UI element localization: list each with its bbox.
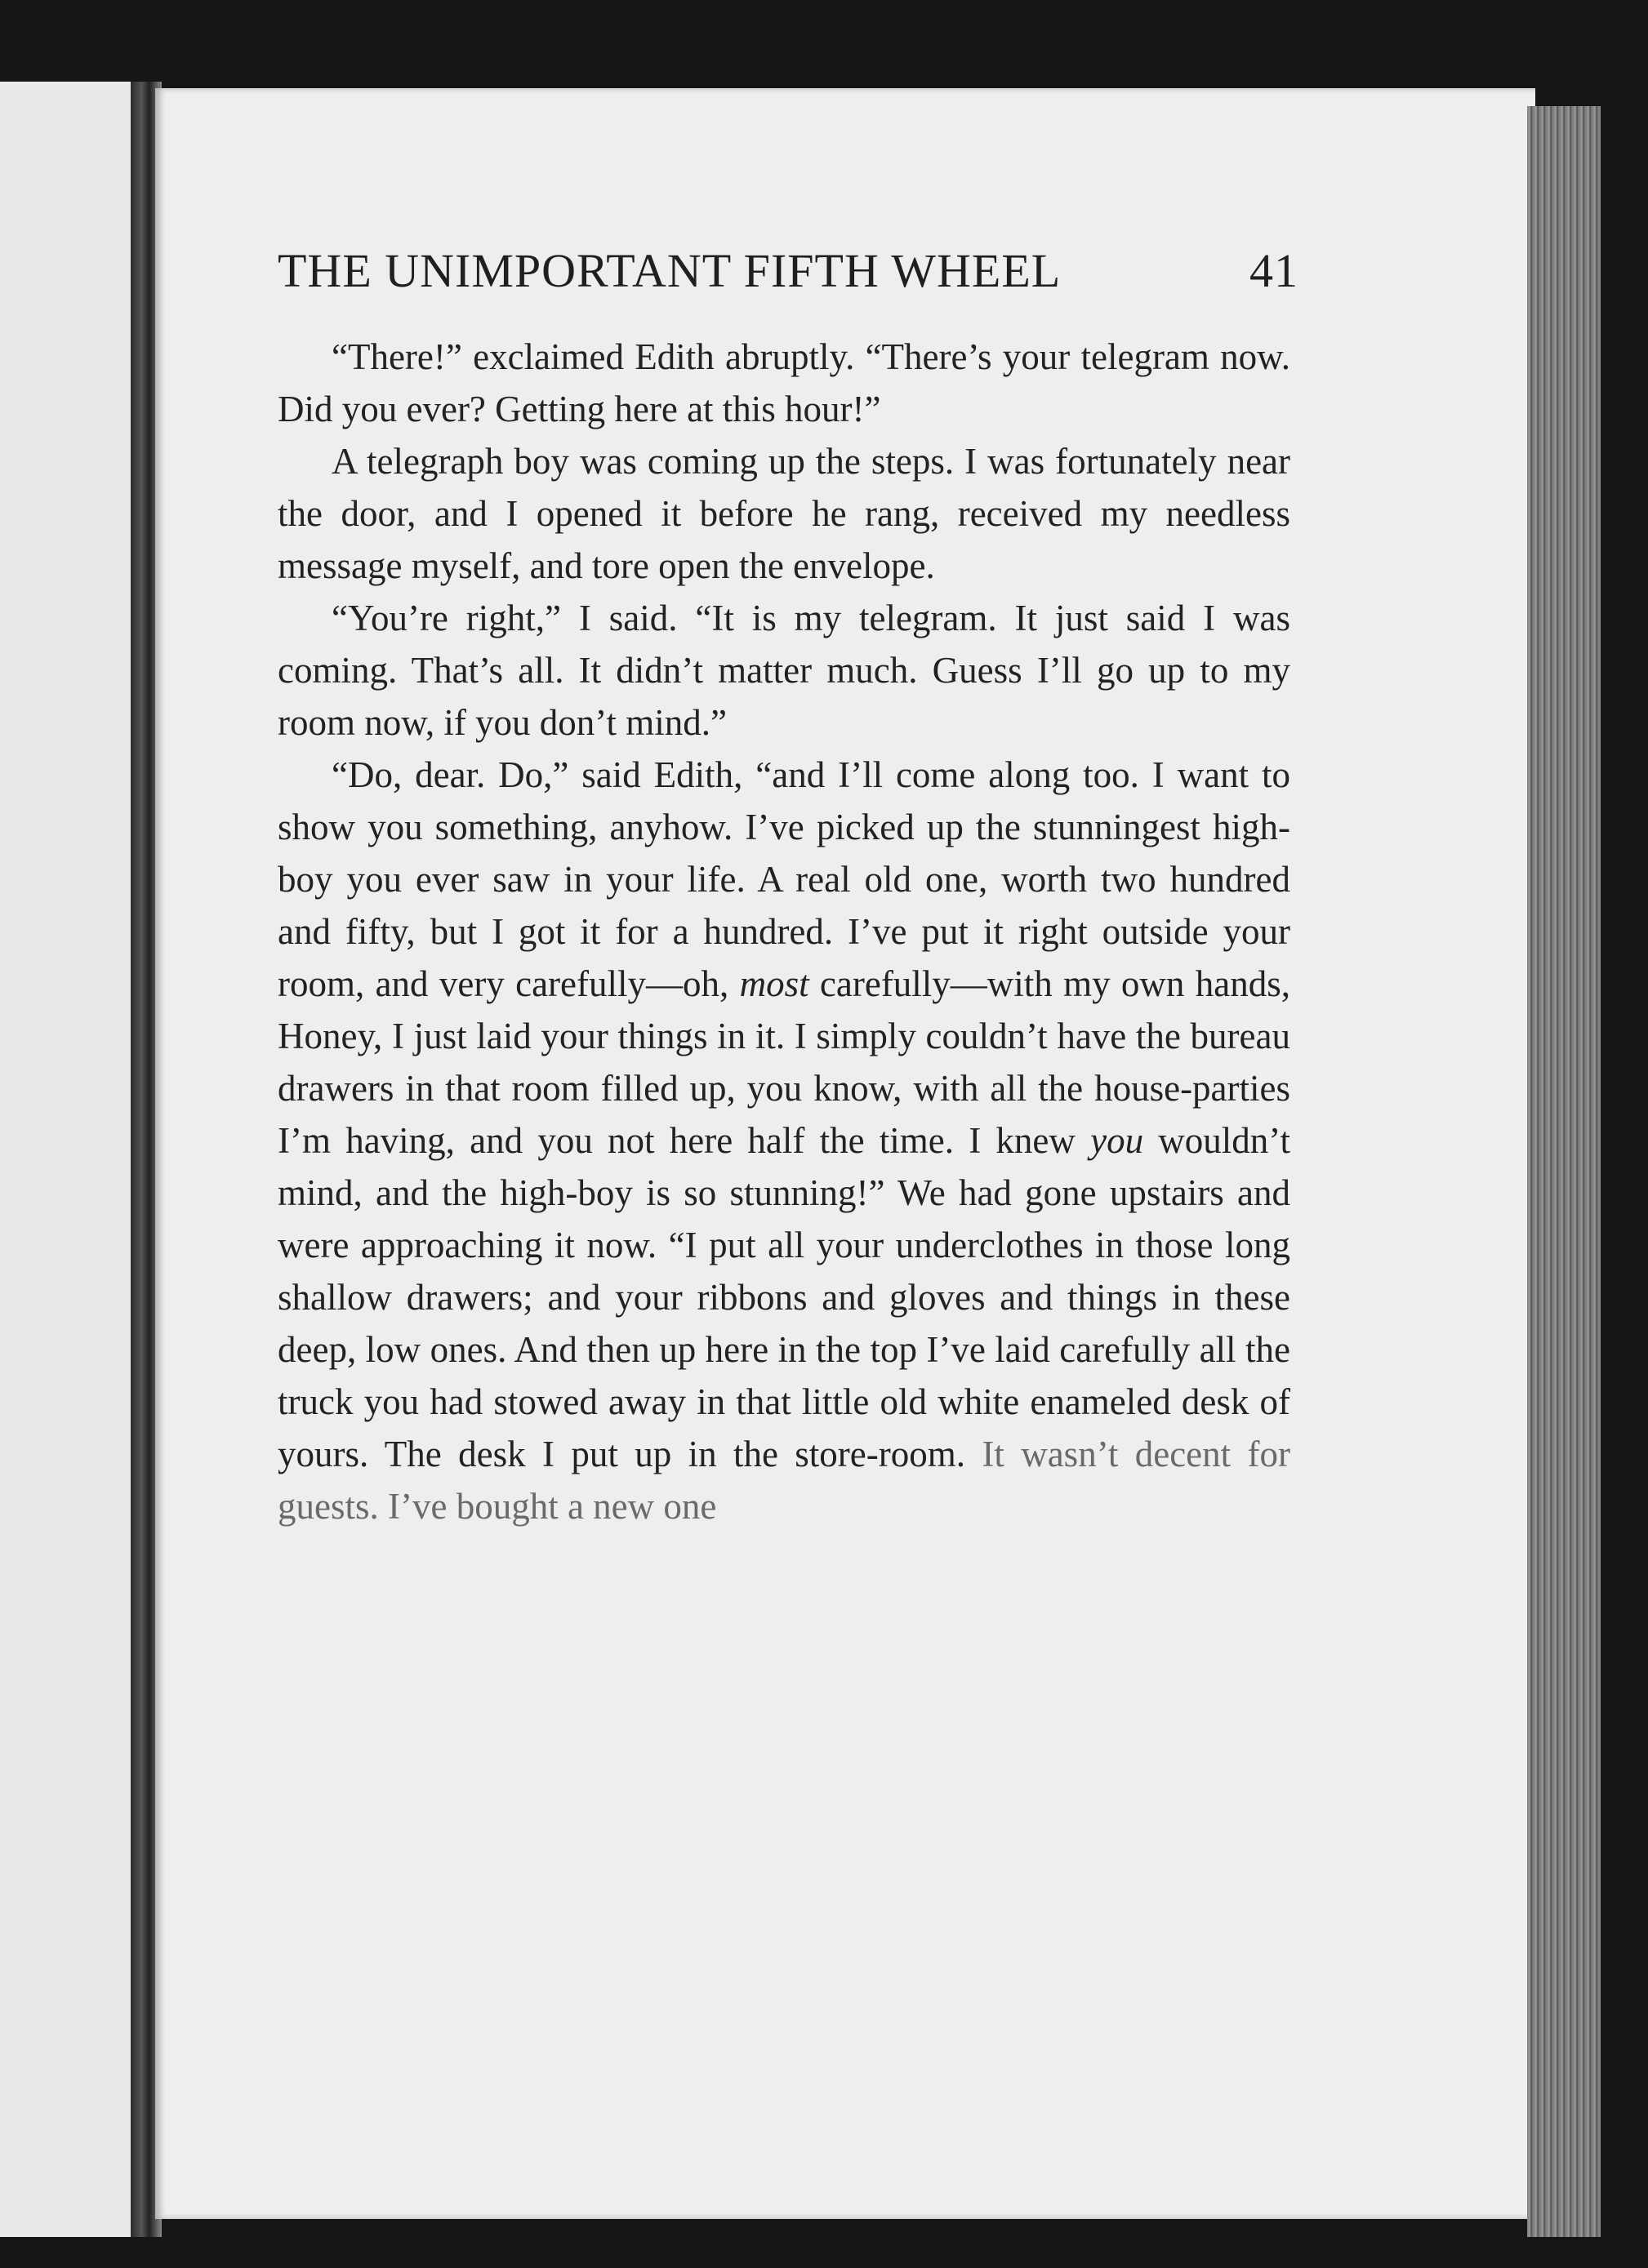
running-title: THE UNIMPORTANT FIFTH WHEEL — [278, 244, 1062, 297]
paragraph-4-faded-last-line: It wasn’t decent for guests. I’ve bought a new one — [278, 1434, 1290, 1527]
page-stack-edge — [1527, 106, 1601, 2237]
paragraph-4 — [278, 749, 1290, 1532]
italic-most: most — [739, 963, 809, 1004]
page-number: 41 — [1249, 244, 1298, 297]
paragraph-2: A telegraph boy was coming up the steps. I was fortunately near the door, and I opened it before he rang, received my needless message myself, and tore open the envelope. — [278, 441, 1290, 586]
running-header — [278, 243, 1298, 298]
paragraph-3: “You’re right,” I said. “It is my telegram. It just said I was coming. That’s all. It didn’t matter much. Guess I’ll go up to my room now, if you don’t mind.” — [278, 598, 1290, 743]
paragraph-1: “There!” exclaimed Edith abruptly. “There’s your telegram now. Did you ever? Getting here at this hour!” — [278, 336, 1290, 429]
body-text — [278, 331, 1290, 1532]
italic-you: you — [1090, 1120, 1144, 1161]
paragraph-4-part-3: wouldn’t mind, and the high-boy is so stunning!” We had gone upstairs and were approaching it now. “I put all your underclothes in those long shallow drawers; and your ribbons and gloves and things in these deep, low ones. And then up here in the top I’ve laid carefully all the truck you had stowed away in that little old white enameled desk of yours. The desk I put up in the store-room. — [278, 1120, 1290, 1474]
paragraph-4-part-2: carefully—with my own hands, Honey, I just laid your things in it. I simply couldn’t have the bureau drawers in that room filled up, you know, with all the house-parties I’m having, and you not here half the time. I knew — [278, 963, 1290, 1161]
paragraph-4-part-1: “Do, dear. Do,” said Edith, “and I’ll come along too. I want to show you something, anyhow. I’ve picked up the stunningest high-boy you ever saw in your life. A real old one, worth two hundred and fifty, but I got it for a hundred. I’ve put it right outside your room, and very carefully—oh, — [278, 754, 1290, 1004]
facing-page-edge — [0, 82, 137, 2237]
